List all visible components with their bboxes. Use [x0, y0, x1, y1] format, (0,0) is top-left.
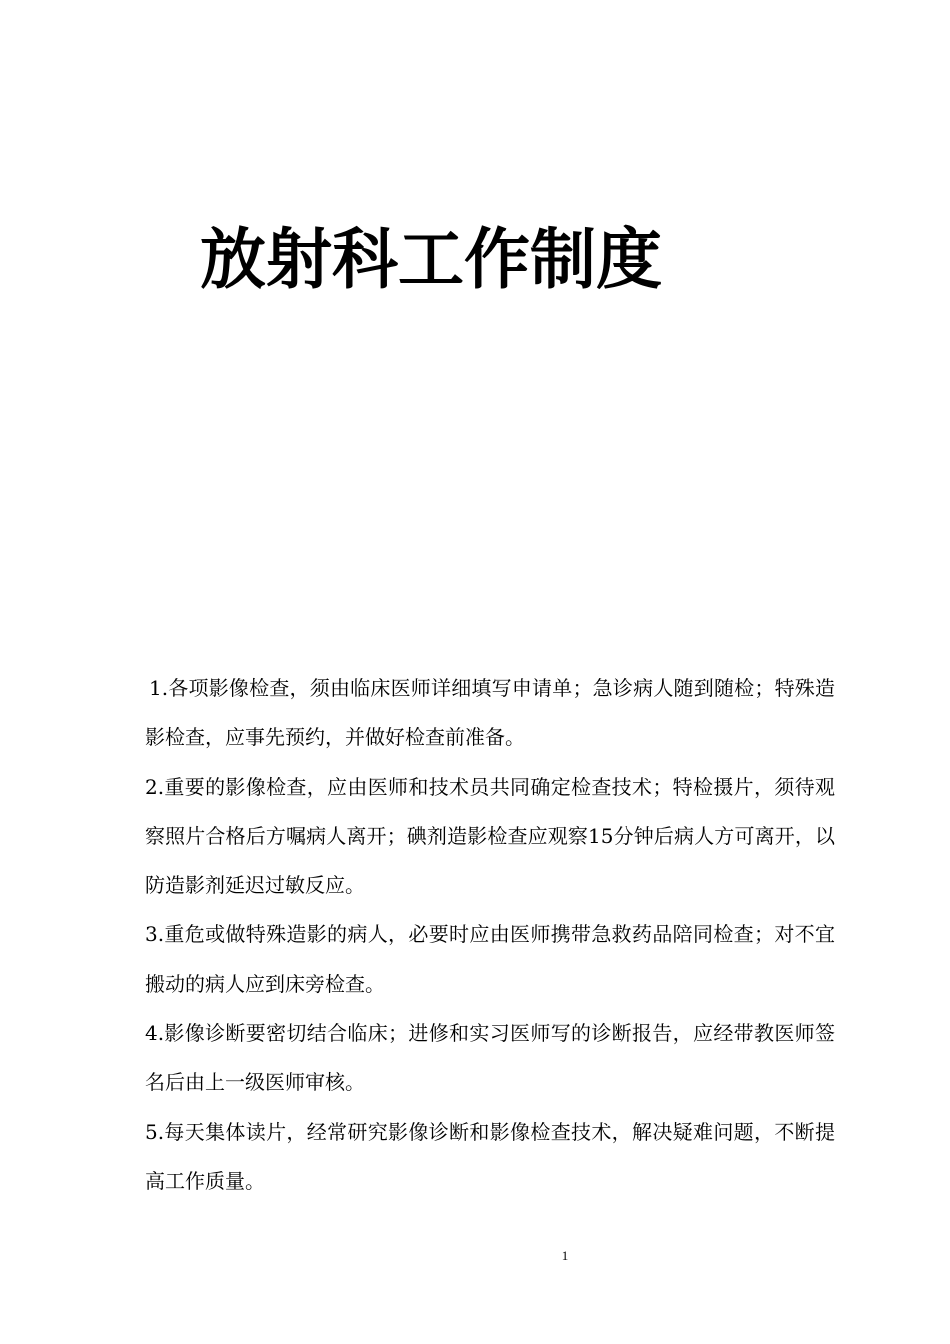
paragraph-3: 3.重危或做特殊造影的病人，必要时应由医师携带急救药品陪同检查；对不宜搬动的病人应到床旁检查。 [145, 922, 835, 996]
paragraph-2: 2.重要的影像检查，应由医师和技术员共同确定检查技术；特检摄片，须待观察照片合格后方嘱病人离开；碘剂造影检查应观察15分钟后病人方可离开，以防造影剂延迟过敏反应。 [145, 774, 835, 898]
document-body [145, 664, 835, 1206]
paragraph-4: 4.影像诊断要密切结合临床；进修和实习医师写的诊断报告，应经带教医师签名后由上一级医师审核。 [145, 1021, 835, 1095]
document-title: 放射科工作制度 [200, 221, 662, 298]
paragraph-1: 1.各项影像检查，须由临床医师详细填写申请单；急诊病人随到随检；特殊造影检查，应事先预约，并做好检查前准备。 [145, 676, 835, 750]
paragraph-5: 5.每天集体读片，经常研究影像诊断和影像检查技术，解决疑难问题，不断提高工作质量。 [145, 1119, 835, 1193]
page-number: 1 [561, 1248, 569, 1263]
